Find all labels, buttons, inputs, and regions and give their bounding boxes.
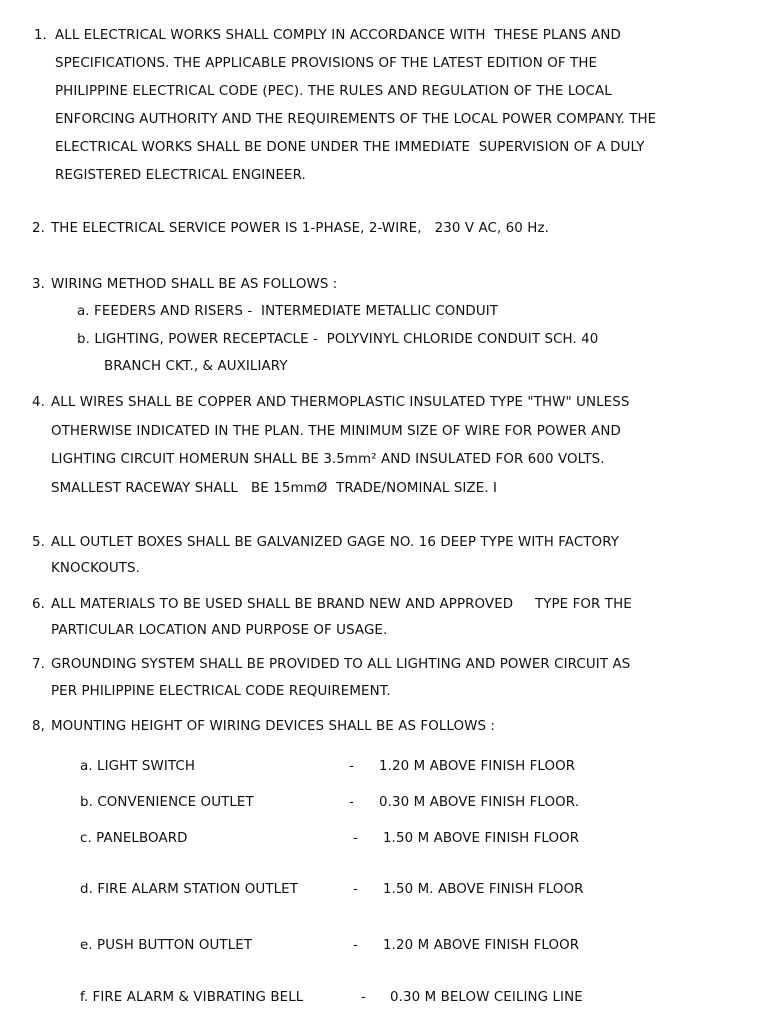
note-4-line-2: OTHERWISE INDICATED IN THE PLAN. THE MINIMUM SIZE OF WIRE FOR POWER AND [51, 424, 621, 439]
note-7-number: 7. [32, 657, 45, 672]
mounting-row-c-dash: - [353, 831, 358, 846]
note-1-line-6: REGISTERED ELECTRICAL ENGINEER. [55, 168, 306, 183]
note-6-line-2: PARTICULAR LOCATION AND PURPOSE OF USAGE. [51, 623, 388, 638]
note-1-line-5: ELECTRICAL WORKS SHALL BE DONE UNDER THE IMMEDIATE SUPERVISION OF A DULY [55, 140, 645, 155]
note-4-line-1: ALL WIRES SHALL BE COPPER AND THERMOPLASTIC INSULATED TYPE "THW" UNLESS [51, 395, 630, 410]
note-1-line-1: ALL ELECTRICAL WORKS SHALL COMPLY IN ACCORDANCE WITH THESE PLANS AND [55, 28, 621, 43]
note-1-line-2: SPECIFICATIONS. THE APPLICABLE PROVISIONS OF THE LATEST EDITION OF THE [55, 56, 598, 71]
note-5-line-1: ALL OUTLET BOXES SHALL BE GALVANIZED GAGE NO. 16 DEEP TYPE WITH FACTORY [51, 535, 620, 550]
mounting-row-b-dash: - [349, 795, 354, 810]
note-6-number: 6. [32, 597, 45, 612]
note-3-line-1: WIRING METHOD SHALL BE AS FOLLOWS : [51, 277, 338, 292]
note-8-line-1: MOUNTING HEIGHT OF WIRING DEVICES SHALL BE AS FOLLOWS : [51, 719, 496, 734]
note-7-line-1: GROUNDING SYSTEM SHALL BE PROVIDED TO ALL LIGHTING AND POWER CIRCUIT AS [51, 657, 631, 672]
note-4-line-4: SMALLEST RACEWAY SHALL BE 15mmØ TRADE/NOMINAL SIZE. I [51, 481, 498, 496]
note-1-line-4: ENFORCING AUTHORITY AND THE REQUIREMENTS OF THE LOCAL POWER COMPANY. THE [55, 112, 657, 127]
mounting-row-c-value: 1.50 M ABOVE FINISH FLOOR [383, 831, 580, 846]
mounting-row-b-label: b. CONVENIENCE OUTLET [80, 795, 254, 810]
note-2-number: 2. [32, 221, 45, 236]
note-5-line-2: KNOCKOUTS. [51, 561, 141, 576]
note-2-line-1: THE ELECTRICAL SERVICE POWER IS 1-PHASE, 2-WIRE, 230 V AC, 60 Hz. [51, 221, 549, 236]
mounting-row-e-label: e. PUSH BUTTON OUTLET [80, 938, 253, 953]
note-4-number: 4. [32, 395, 45, 410]
mounting-row-e-value: 1.20 M ABOVE FINISH FLOOR [383, 938, 580, 953]
note-8-number: 8, [32, 719, 45, 734]
mounting-row-d-label: d. FIRE ALARM STATION OUTLET [80, 882, 299, 897]
mounting-row-d-value: 1.50 M. ABOVE FINISH FLOOR [383, 882, 584, 897]
note-4-line-3: LIGHTING CIRCUIT HOMERUN SHALL BE 3.5mm² AND INSULATED FOR 600 VOLTS. [51, 452, 605, 467]
mounting-row-e-dash: - [353, 938, 358, 953]
mounting-row-d-dash: - [353, 882, 358, 897]
note-7-line-2: PER PHILIPPINE ELECTRICAL CODE REQUIREMENT. [51, 684, 391, 699]
note-5-number: 5. [32, 535, 45, 550]
mounting-row-f-label: f. FIRE ALARM & VIBRATING BELL [80, 990, 304, 1005]
note-1-number: 1. [34, 28, 47, 43]
note-3-item-a: a. FEEDERS AND RISERS - INTERMEDIATE METALLIC CONDUIT [77, 304, 499, 319]
note-3-number: 3. [32, 277, 45, 292]
mounting-row-a-dash: - [349, 759, 354, 774]
note-3-item-b: b. LIGHTING, POWER RECEPTACLE - POLYVINYL CHLORIDE CONDUIT SCH. 40 [77, 332, 599, 347]
note-6-line-1: ALL MATERIALS TO BE USED SHALL BE BRAND NEW AND APPROVED TYPE FOR THE [51, 597, 632, 612]
mounting-row-b-value: 0.30 M ABOVE FINISH FLOOR. [379, 795, 580, 810]
mounting-row-c-label: c. PANELBOARD [80, 831, 188, 846]
mounting-row-a-label: a. LIGHT SWITCH [80, 759, 196, 774]
mounting-row-f-dash: - [361, 990, 366, 1005]
note-1-line-3: PHILIPPINE ELECTRICAL CODE (PEC). THE RULES AND REGULATION OF THE LOCAL [55, 84, 612, 99]
note-3-item-b-cont: BRANCH CKT., & AUXILIARY [104, 359, 288, 374]
mounting-row-a-value: 1.20 M ABOVE FINISH FLOOR [379, 759, 576, 774]
mounting-row-f-value: 0.30 M BELOW CEILING LINE [390, 990, 583, 1005]
